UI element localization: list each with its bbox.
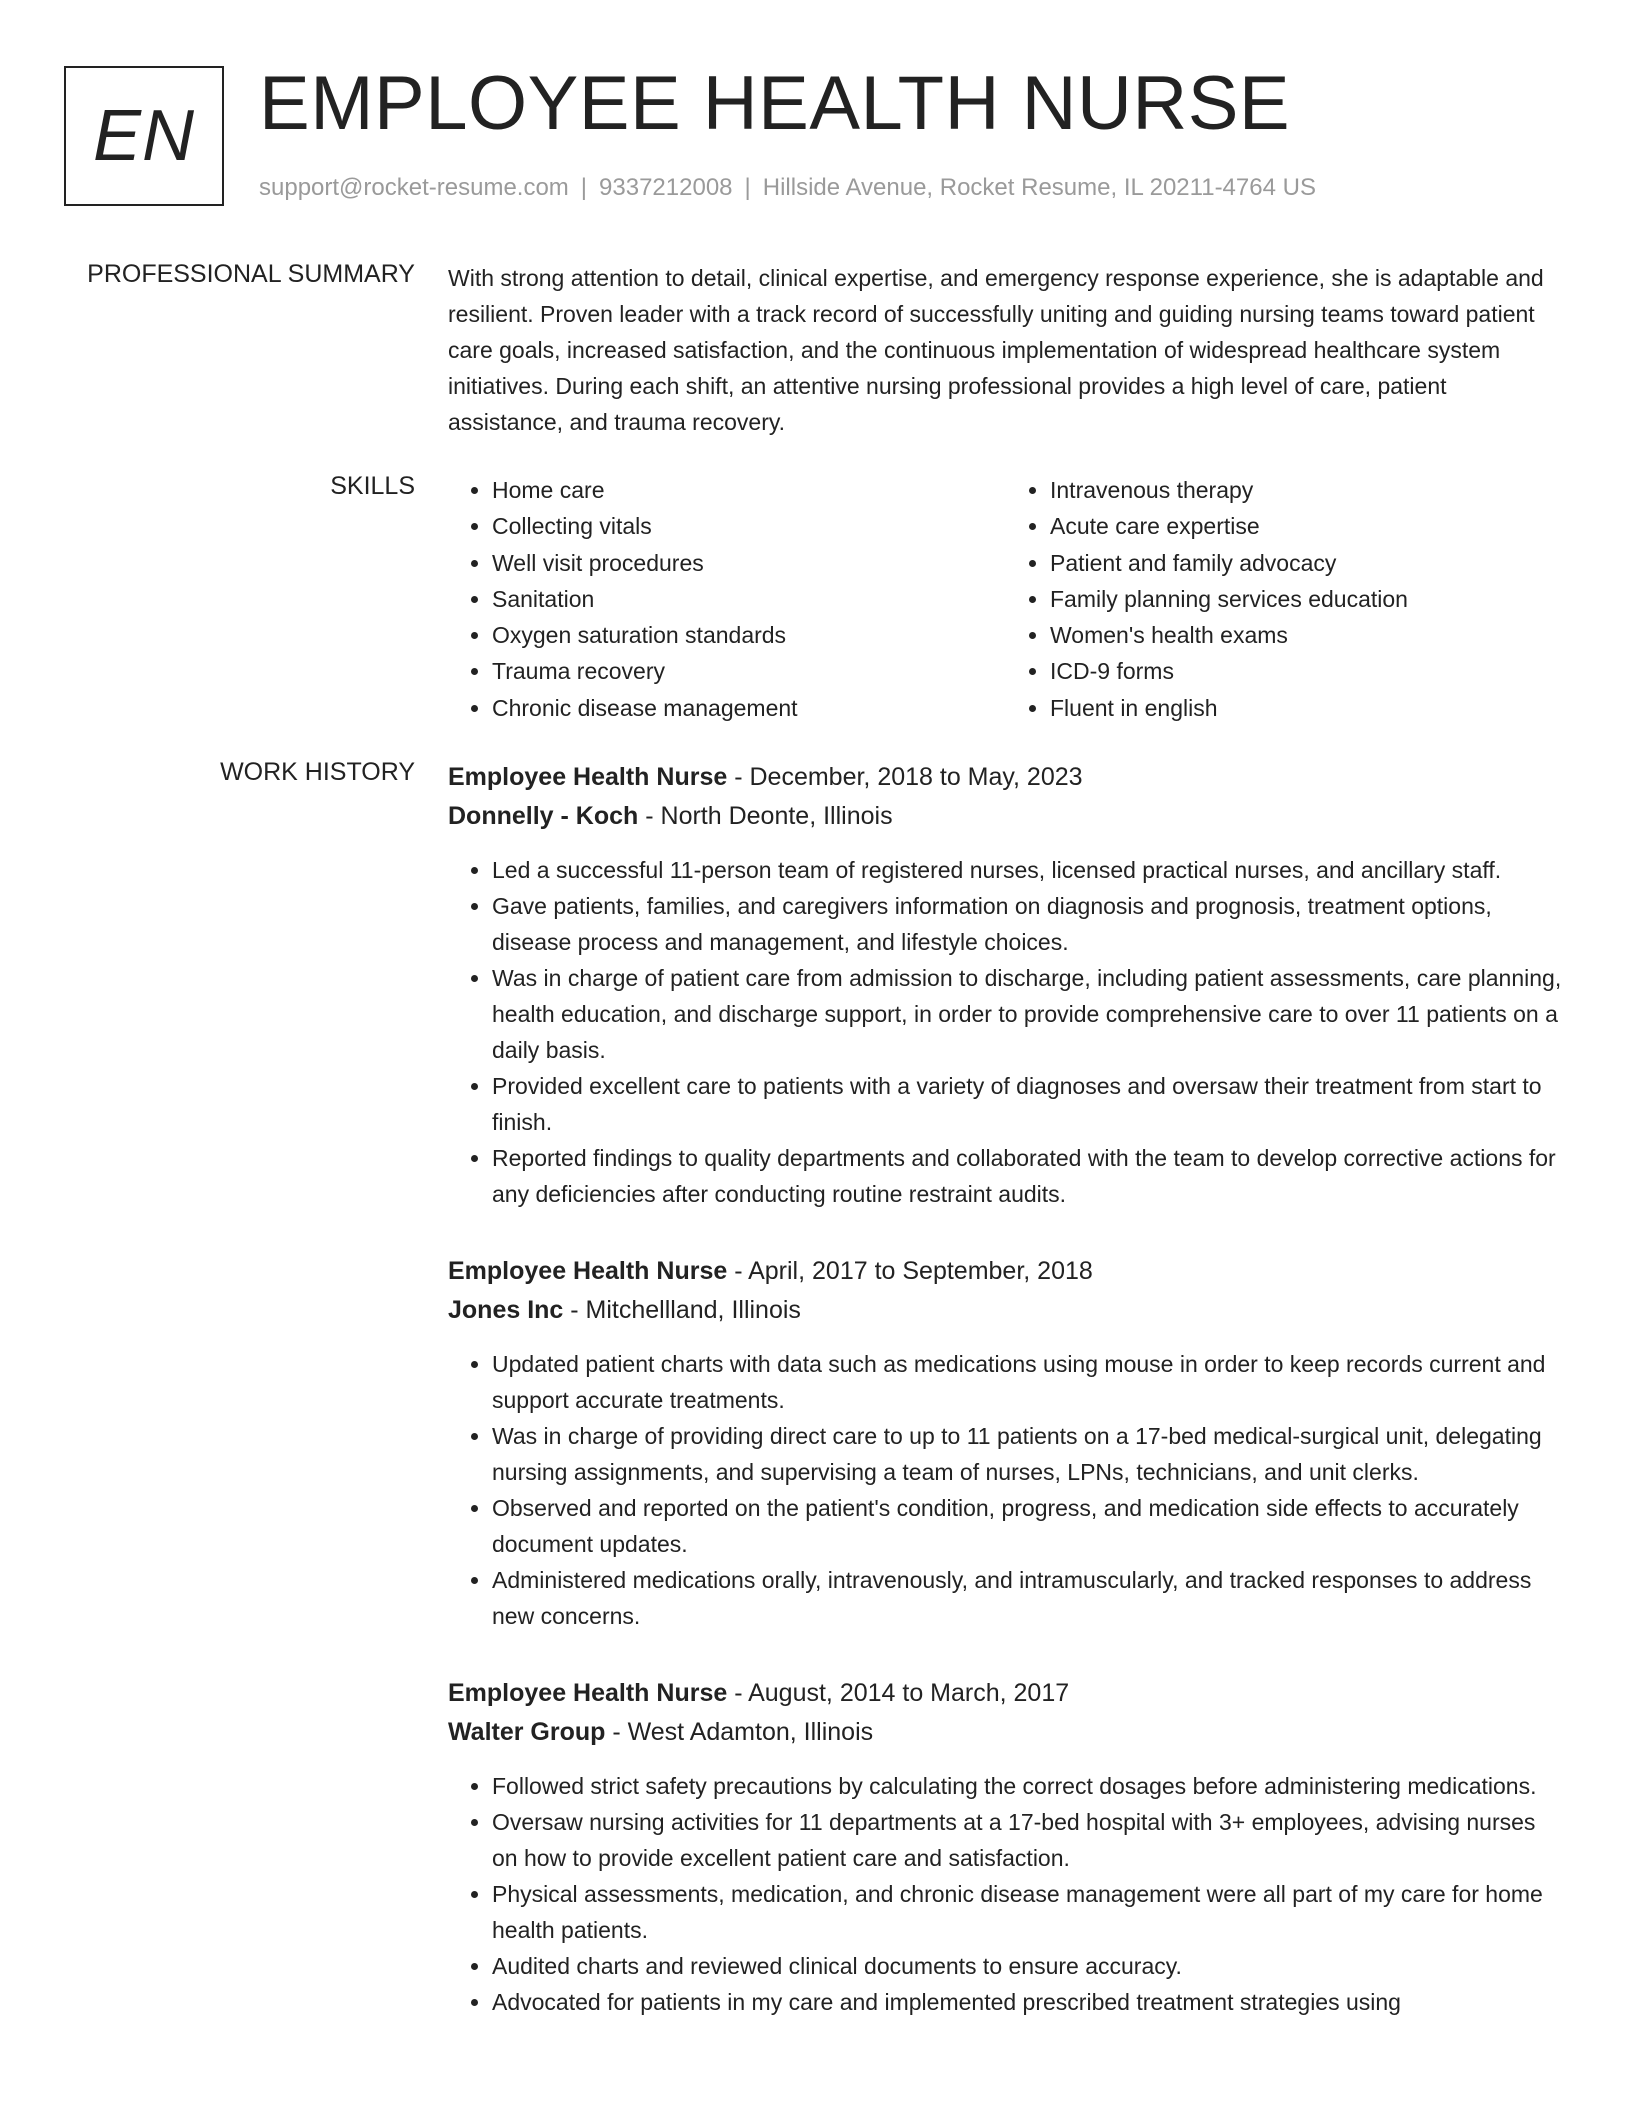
- skill-item: • Chronic disease management: [492, 690, 1006, 726]
- job-bullet: • Led a successful 11-person team of registered nurses, licensed practical nurses, and ancillary staff.: [492, 852, 1564, 888]
- skill-item: • Fluent in english: [1050, 690, 1564, 726]
- work-history-section: [64, 758, 1564, 2112]
- job-bullet: • Updated patient charts with data such as medications using mouse in order to keep records current and support accurate treatments.: [492, 1346, 1564, 1418]
- job-dates: - December, 2018 to May, 2023: [727, 763, 1083, 791]
- skill-item: • ICD-9 forms: [1050, 653, 1564, 689]
- job-bullet: • Physical assessments, medication, and chronic disease management were all part of my care for home health patients.: [492, 1876, 1564, 1948]
- job-bullet: • Observed and reported on the patient's condition, progress, and medication side effects to accurately document updates.: [492, 1490, 1564, 1562]
- skills-section: [64, 472, 1564, 732]
- skills-body: [448, 472, 1564, 726]
- job-bullet: • Followed strict safety precautions by calculating the correct dosages before administering medications.: [492, 1768, 1564, 1804]
- skill-item: • Women's health exams: [1050, 617, 1564, 653]
- job-bullet: • Was in charge of patient care from admission to discharge, including patient assessments, care planning, health education, and discharge support, in order to provide comprehensive care to over 11 patients on a daily basis.: [492, 960, 1564, 1068]
- section-label-summary: PROFESSIONAL SUMMARY: [87, 260, 415, 288]
- job-bullet: • Reported findings to quality departments and collaborated with the team to develop corrective actions for any deficiencies after conducting routine restraint audits.: [492, 1140, 1564, 1212]
- contact-email: support@rocket-resume.com: [259, 174, 569, 201]
- skill-item: • Trauma recovery: [492, 653, 1006, 689]
- skill-item: • Acute care expertise: [1050, 508, 1564, 544]
- job-bullet: • Administered medications orally, intravenously, and intramuscularly, and tracked responses to address new concerns.: [492, 1562, 1564, 1634]
- job-company-line: [448, 1713, 1564, 1752]
- job-bullet-list: [448, 852, 1564, 1212]
- skill-item: • Sanitation: [492, 581, 1006, 617]
- contact-separator: |: [580, 174, 588, 201]
- skill-item: • Home care: [492, 472, 1006, 508]
- work-history-body: [448, 758, 1564, 2060]
- job-entry: [448, 1674, 1564, 2020]
- job-bullet-list: [448, 1768, 1564, 2020]
- job-title-line: [448, 1674, 1564, 1713]
- monogram: EN: [64, 66, 224, 206]
- summary-section: [64, 260, 1564, 440]
- job-company: Donnelly - Koch: [448, 802, 639, 830]
- skills-list-left: [448, 472, 1006, 726]
- contact-separator: |: [744, 174, 751, 201]
- job-title-line: [448, 1252, 1564, 1291]
- job-bullet: • Oversaw nursing activities for 11 departments at a 17-bed hospital with 3+ employees, advising nurses on how to provide excellent patient care and satisfaction.: [492, 1804, 1564, 1876]
- job-title: Employee Health Nurse: [448, 1679, 728, 1707]
- job-company-line: [448, 797, 1564, 836]
- summary-body: [448, 260, 1564, 440]
- job-bullet: • Was in charge of providing direct care to up to 11 patients on a 17-bed medical-surgical unit, delegating nursing assignments, and supervising a team of nurses, LPNs, technicians, and unit clerks.: [492, 1418, 1564, 1490]
- job-entry: [448, 758, 1564, 1212]
- job-bullet: • Advocated for patients in my care and implemented prescribed treatment strategies using: [492, 1984, 1564, 2020]
- skill-item: • Oxygen saturation standards: [492, 617, 1006, 653]
- job-title: Employee Health Nurse: [448, 1257, 728, 1285]
- section-label-skills: SKILLS: [330, 472, 415, 500]
- job-company: Jones Inc: [448, 1296, 564, 1324]
- job-bullet-list: [448, 1346, 1564, 1634]
- job-dates: - April, 2017 to September, 2018: [727, 1257, 1093, 1285]
- job-title-line: [448, 758, 1564, 797]
- skills-list-right: [1006, 472, 1564, 726]
- job-entry: [448, 1252, 1564, 1634]
- job-company: Walter Group: [448, 1718, 606, 1746]
- skill-item: • Patient and family advocacy: [1050, 545, 1564, 581]
- section-label-work-history: WORK HISTORY: [220, 758, 415, 786]
- job-title: Employee Health Nurse: [448, 763, 728, 791]
- skill-item: • Family planning services education: [1050, 581, 1564, 617]
- skills-columns: [448, 472, 1564, 726]
- skill-item: • Well visit procedures: [492, 545, 1006, 581]
- job-bullet: • Gave patients, families, and caregivers information on diagnosis and prognosis, treatment options, disease process and management, and lifestyle choices.: [492, 888, 1564, 960]
- page-title: EMPLOYEE HEALTH NURSE: [259, 61, 1291, 146]
- summary-text: With strong attention to detail, clinical expertise, and emergency response experience, she is adaptable and resilient. Proven leader with a track record of successfully uniting and guiding nursing teams toward patient care goals, increased satisfaction, and the continuous implementation of widespread healthcare system initiatives. During each shift, an attentive nursing professional provides a high level of care, patient assistance, and trauma recovery.: [448, 265, 1544, 435]
- job-dates: - August, 2014 to March, 2017: [727, 1679, 1070, 1707]
- job-location: - North Deonte, Illinois: [638, 802, 893, 830]
- job-company-line: [448, 1291, 1564, 1330]
- job-bullet: • Provided excellent care to patients with a variety of diagnoses and oversaw their treatment from start to finish.: [492, 1068, 1564, 1140]
- job-location: - Mitchellland, Illinois: [563, 1296, 801, 1324]
- contact-line: [259, 174, 1316, 202]
- job-location: - West Adamton, Illinois: [605, 1718, 874, 1746]
- skill-item: • Collecting vitals: [492, 508, 1006, 544]
- skill-item: • Intravenous therapy: [1050, 472, 1564, 508]
- resume-header: [64, 61, 1564, 210]
- contact-address: Hillside Avenue, Rocket Resume, IL 20211-4764 US: [762, 174, 1316, 201]
- contact-phone: 9337212008: [599, 174, 733, 201]
- job-bullet: • Audited charts and reviewed clinical documents to ensure accuracy.: [492, 1948, 1564, 1984]
